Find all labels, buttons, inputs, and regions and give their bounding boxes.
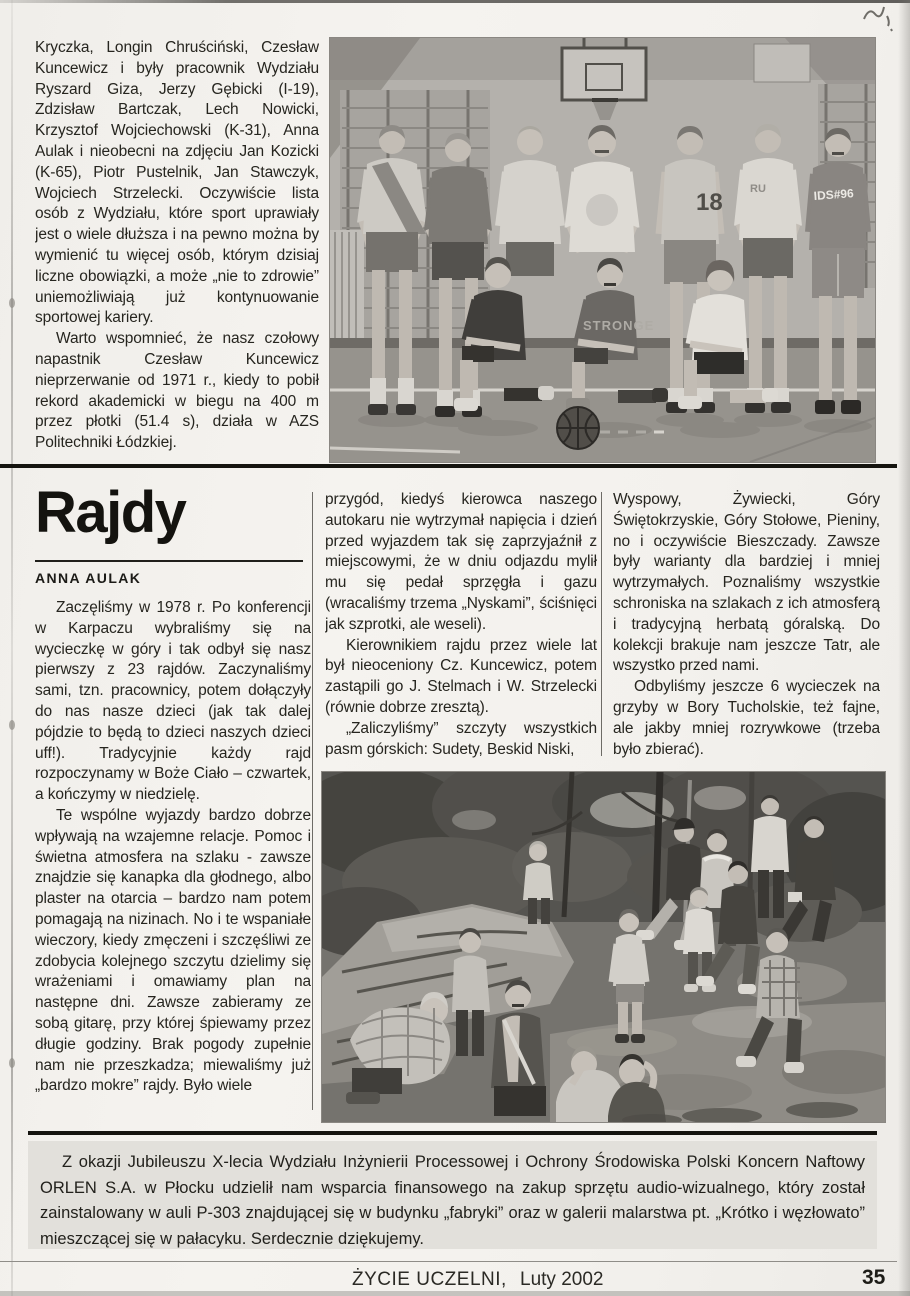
acknowledgement-box xyxy=(28,1141,877,1249)
jersey-number: 18 xyxy=(696,189,723,216)
paragraph: „Zaliczyliśmy” szczyty wszystkich pasm górskich: Sudety, Beskid Niski, xyxy=(325,719,597,758)
paragraph: Te wspólne wyjazdy bardzo dobrze wpływają na wzajemne relacje. Pomoc i świetna atmosfera na szlaku - zawsze znajdzie się kanapka dla głodnego, albo plaster na otarcia – bardzo nam potem pomagają na nizinach. No i te wspaniałe wieczory, kiedy zmęczeni i szczęśliwi ze zdobycia kolejnego szczytu dzielimy się wrażeniami i omawiamy plan na następne dni. Zawsze zabieramy ze sobą gitarę, przy której śpiewamy przez długie godziny. Brak pogody zupełnie nam nie przeszkadza; miewaliśmy już „bardzo mokre” rajdy. Było wiele xyxy=(35,806,311,1095)
footer-rule xyxy=(0,1261,897,1262)
article-column-1 xyxy=(35,598,311,1114)
article-column-2 xyxy=(325,490,597,762)
staple-mark xyxy=(9,1058,15,1068)
article-title: Rajdy xyxy=(35,480,186,545)
basketball-team-photo xyxy=(330,38,875,462)
column-divider xyxy=(601,492,602,756)
article-column-3 xyxy=(613,490,880,762)
pencil-mark xyxy=(860,3,902,38)
paragraph: Wyspowy, Żywiecki, Góry Świętokrzyskie, Góry Stołowe, Pieniny, no i oczywiście Bieszczady. Zawsze były warianty dla bardziej i mniej wytrzymałych. Poznaliśmy wszystkie schroniska na szlakach z ich atmosferą i tradycyjną herbatą góralską. Do kolekcji brakuje nam jeszcze Tatr, ale wszystko przed nami. xyxy=(613,491,880,675)
scan-edge-right xyxy=(898,0,910,1296)
paragraph: Kierownikiem rajdu przez wiele lat był nieoceniony Cz. Kuncewicz, potem zastąpili go J. Stelmach i W. Strzelecki (równie dobrze zresztą). xyxy=(325,636,597,716)
jersey-text: IDS#96 xyxy=(813,186,855,203)
acknowledgement-text: Z okazji Jubileuszu X-lecia Wydziału Inżynierii Processowej i Ochrony Środowiska Polski Koncern Naftowy ORLEN S.A. w Płocku udzielił nam wsparcia finansowego na zakup sprzętu audio-wizualnego, który został zainstalowany w auli P-303 znajdującej się w budynku „fabryki” oraz w galerii malarstwa pt. „Krótko i węzłowato” mieszczącej się w pałacyku. Serdecznie dziękujemy. xyxy=(40,1153,865,1248)
radiator-icon xyxy=(330,230,364,340)
paragraph: Kryczka, Longin Chruściński, Czesław Kuncewicz i były pracownik Wydziału Ryszard Giza, Jerzy Gębicki (I-19), Zdzisław Bartczak, Lech Nowicki, Krzysztof Wojciechowski (K-31), Anna Aulak i nieobecni na zdjęciu Jan Kozicki (K-65), Piotr Pustelnik, Jan Stawczyk, Wojciech Strzelecki. Oczywiście lista osób z Wydziału, które sport uprawiały jest o wiele dłuższa i na pewno można by wymienić tu więcej osób, którym dzisiaj liczne obowiązki, a może „nie to zdrowie” uniemożliwiają już kontynuowanie sportowej kariery. xyxy=(35,39,319,327)
column-divider xyxy=(312,492,313,1110)
top-article-column xyxy=(35,38,319,466)
paragraph: Zaczęliśmy w 1978 r. Po konferencji w Karpaczu wybraliśmy się na wycieczkę w góry i tak odbył się nasz pierwszy z 23 rajdów. Zaczynaliśmy sami, tzn. pracownicy, potem dołączyły do nas nasze dzieci (jak tak dalej pójdzie to będą to dzieci naszych dzieci uff!). Tradycyjnie każdy rajd rozpoczynamy w Boże Ciało – czwartek, a kończymy w niedzielę. xyxy=(35,599,311,804)
paragraph: Odbyliśmy jeszcze 6 wycieczek na grzyby w Bory Tucholskie, też fajne, ale jakby mniej rozrywkowe (trzeba było zbierać). xyxy=(613,678,880,758)
section-divider-rule xyxy=(0,464,897,468)
hiking-group-photo xyxy=(322,772,885,1122)
staple-mark xyxy=(9,720,15,730)
title-rule xyxy=(35,560,303,562)
basketball-icon xyxy=(557,407,599,449)
scan-edge-bottom xyxy=(0,1291,910,1296)
gym-window xyxy=(754,44,810,82)
paragraph: przygód, kiedyś kierowca naszego autokaru nie wytrzymał napięcia i dzień przed wyjazdem tak się zaprzyjaźnił z miejscowymi, że w dniu odjazdu mylił mu się pedał sprzęgła i gazu (wracaliśmy trzema „Nyskami”, ściśnięci jak szprotki, ale weseli). xyxy=(325,491,597,633)
paragraph: Warto wspomnieć, że nasz czołowy napastnik Czesław Kuncewicz nieprzerwanie od 1971 r., kiedy to pobił rekord akademicki w biegu na 400 m przez płotki (51.4 s), działa w AZS Politechniki Łódzkiej. xyxy=(35,330,319,452)
staple-mark xyxy=(9,298,15,308)
acknowledgement-rule xyxy=(28,1131,877,1135)
footer-publication: ŻYCIE UCZELNI, xyxy=(352,1269,507,1290)
jersey-text: RU xyxy=(750,183,766,195)
footer-issue: Luty 2002 xyxy=(520,1269,604,1290)
page-number: 35 xyxy=(862,1266,886,1289)
shirt-text: STRONGE xyxy=(583,318,655,333)
scan-crease xyxy=(11,0,13,1296)
article-author: ANNA AULAK xyxy=(35,570,142,586)
scan-edge-top xyxy=(0,0,910,3)
